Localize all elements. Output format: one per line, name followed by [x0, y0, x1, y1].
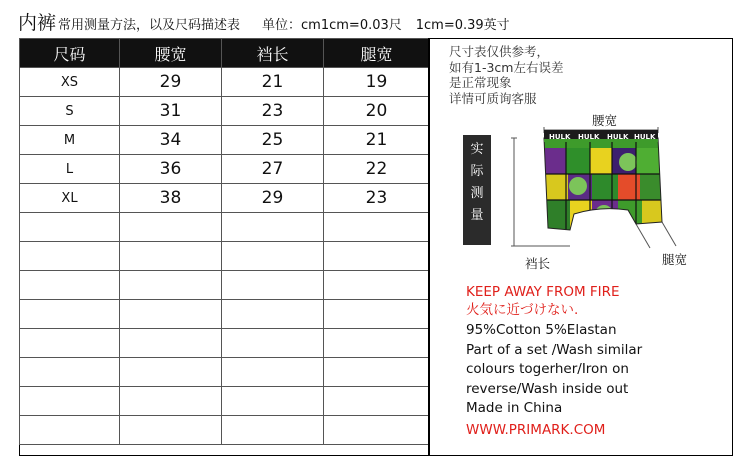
fire-warning-jp: 火気に近づけない. — [466, 302, 579, 318]
table-row — [20, 155, 430, 184]
table-row — [20, 184, 430, 213]
empty-row — [20, 242, 430, 271]
care-label — [466, 283, 642, 441]
table-row — [20, 68, 430, 97]
note-line: 详情可质询客服 — [449, 90, 537, 106]
column-header-waist: 腰宽 — [120, 39, 222, 68]
care-line: colours togerher/Iron on — [466, 361, 629, 377]
rise-cell: 21 — [222, 68, 324, 97]
svg-text:HULK: HULK — [549, 133, 571, 141]
size-cell: L — [20, 155, 120, 184]
unit-note-cm: 单位：cm1cm=0.03尺 — [262, 18, 402, 33]
panel-divider — [428, 38, 430, 456]
size-cell: XL — [20, 184, 120, 213]
empty-row — [20, 358, 430, 387]
note-line: 尺寸表仅供参考， — [449, 44, 550, 59]
rise-label: 裆长 — [525, 256, 551, 271]
fire-warning-en: KEEP AWAY FROM FIRE — [466, 284, 620, 300]
size-disclaimer — [449, 44, 563, 106]
empty-row — [20, 329, 430, 358]
empty-row — [20, 271, 430, 300]
boxer-print — [540, 136, 670, 236]
care-line: Made in China — [466, 400, 563, 416]
table-row — [20, 126, 430, 155]
leg-label: 腿宽 — [662, 252, 688, 267]
rise-cell: 29 — [222, 184, 324, 213]
empty-row — [20, 416, 430, 445]
empty-row — [20, 213, 430, 242]
note-line: 是正常现象 — [449, 75, 512, 90]
page-subtitle: 常用测量方法，以及尺码描述表 — [58, 18, 241, 33]
waist-cell: 31 — [120, 97, 222, 126]
rise-cell: 25 — [222, 126, 324, 155]
svg-text:HULK: HULK — [578, 133, 600, 141]
leg-cell: 20 — [324, 97, 430, 126]
size-table — [19, 38, 430, 445]
svg-text:HULK: HULK — [634, 133, 656, 141]
care-line: reverse/Wash inside out — [466, 380, 629, 397]
empty-row — [20, 300, 430, 329]
leg-cell: 19 — [324, 68, 430, 97]
waist-cell: 34 — [120, 126, 222, 155]
rise-cell: 23 — [222, 97, 324, 126]
empty-row — [20, 387, 430, 416]
leg-cell: 23 — [324, 184, 430, 213]
page-title: 内裤 — [18, 12, 57, 34]
waist-cell: 38 — [120, 184, 222, 213]
waist-label: 腰宽 — [592, 113, 618, 128]
waist-cell: 36 — [120, 155, 222, 184]
waistband — [544, 130, 658, 142]
rise-cell: 27 — [222, 155, 324, 184]
waist-cell: 29 — [120, 68, 222, 97]
table-row — [20, 97, 430, 126]
table-header-row — [20, 39, 430, 68]
leg-cell: 21 — [324, 126, 430, 155]
column-header-size: 尺码 — [20, 39, 120, 68]
size-cell: S — [20, 97, 120, 126]
column-header-rise: 裆长 — [222, 39, 324, 68]
unit-note-inch: 1cm=0.39英寸 — [415, 18, 510, 33]
boxer-diagram — [500, 118, 710, 268]
leg-cell: 22 — [324, 155, 430, 184]
column-header-leg: 腿宽 — [324, 39, 430, 68]
page-header — [18, 8, 510, 34]
website-text: WWW.PRIMARK.COM — [466, 421, 606, 438]
leg-arrow — [636, 222, 676, 248]
care-line: 95%Cotton 5%Elastan — [466, 322, 617, 338]
size-cell: XS — [20, 68, 120, 97]
svg-text:HULK: HULK — [607, 133, 629, 141]
care-line: Part of a set /Wash similar — [466, 341, 643, 358]
size-cell: M — [20, 126, 120, 155]
actual-measurement-badge: 实 际 测 量 — [463, 135, 491, 245]
note-line: 如有1-3cm左右误差 — [449, 59, 564, 75]
